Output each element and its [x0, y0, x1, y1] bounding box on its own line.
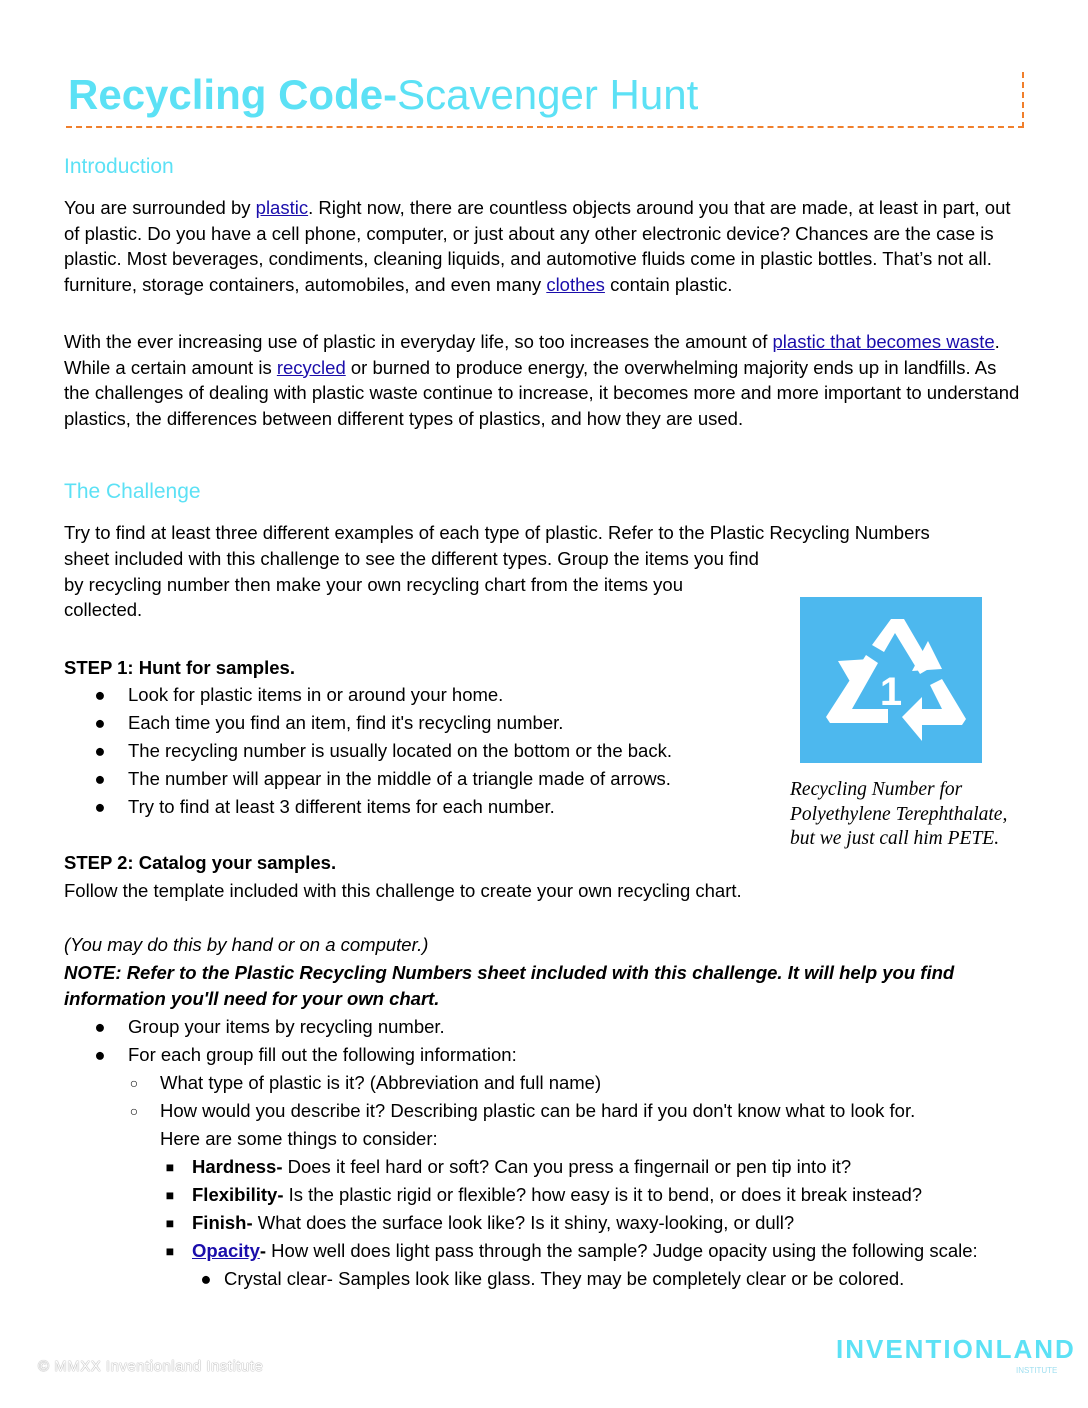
list-item [64, 1041, 1044, 1069]
brand-logo-subtitle: INSTITUTE [1016, 1366, 1058, 1375]
property-term: Hardness- [192, 1156, 283, 1177]
step2-hint: (You may do this by hand or on a computer.) [64, 934, 429, 955]
list-item-text: The number will appear in the middle of a triangle made of arrows. [128, 768, 671, 789]
bullet-icon: ● [94, 712, 106, 733]
property-item [64, 1209, 1044, 1237]
title-bold: Recycling Code- [68, 71, 398, 118]
property-item [64, 1153, 1044, 1181]
bullet-icon: ● [94, 768, 106, 789]
challenge-paragraph-line1: Try to find at least three different examples of each type of plastic. Refer to the Plastic Recycling Numbers [64, 522, 930, 543]
opacity-link[interactable]: Opacity [192, 1240, 260, 1261]
property-text: Does it feel hard or soft? Can you press a fingernail or pen tip into it? [282, 1156, 852, 1177]
step2-paragraph: Follow the template included with this challenge to create your own recycling chart. [64, 880, 742, 901]
square-bullet-icon: ■ [165, 1243, 175, 1259]
intro-p1-text: . Right now, there are countless objects around you that are made, at least in part, out of plastic. Do you have a cell phone, computer, or just about any other electronic device? Chances are the case is plastic. Most beverages, condiments, cleaning liquids, and automotive fluids come in plastic bottles. That’s not all. furniture, storage containers, automobiles, and even many [64, 197, 1011, 295]
property-text: Is the plastic rigid or flexible? how easy is it to bend, or does it break instead? [283, 1184, 923, 1205]
intro-heading: Introduction [64, 155, 174, 178]
step1-heading: STEP 1: Hunt for samples. [64, 657, 295, 678]
challenge-heading: The Challenge [64, 480, 201, 503]
figure-caption: Recycling Number for Polyethylene Terephthalate, but we just call him PETE. [790, 779, 1008, 849]
property-item [64, 1181, 1044, 1209]
plastic-link[interactable]: plastic [255, 197, 309, 218]
bullet-icon: ● [94, 684, 106, 705]
circle-bullet-icon: ○ [129, 1075, 139, 1091]
intro-paragraph-1 [64, 195, 1024, 297]
scale-item [64, 1265, 1044, 1293]
recycled-link[interactable]: recycled [276, 356, 346, 378]
intro-p2-text: . While a certain amount is [64, 331, 1000, 378]
bullet-icon: ● [94, 796, 106, 817]
sub-list-item [64, 1097, 1044, 1125]
list-item-text: Look for plastic items in or around your home. [128, 684, 504, 705]
step2-heading: STEP 2: Catalog your samples. [64, 852, 337, 873]
bullet-icon: ● [200, 1268, 212, 1289]
sub-list-item [64, 1069, 1044, 1097]
list-item-text: For each group fill out the following information: [128, 1044, 517, 1065]
list-item-text: Crystal clear- Samples look like glass. They may be completely clear or be colored. [224, 1268, 905, 1289]
intro-paragraph-2 [64, 329, 1024, 431]
plastic-waste-link[interactable]: plastic that becomes waste [772, 331, 995, 352]
copyright-footer: © MMXX Inventionland Institute [38, 1358, 264, 1375]
property-text: How well does light pass through the sample? Judge opacity using the following scale: [266, 1240, 978, 1261]
intro-p2-text: or burned to produce energy, the overwhelming majority ends up in landfills. As the challenges of dealing with plastic waste continue to increase, it becomes more and more important to understand plastics, the differences between different types of plastics, and how they are used. [64, 356, 1020, 429]
intro-p1-text: contain plastic. [604, 273, 733, 295]
step2-list [64, 1013, 1044, 1293]
step2-note: NOTE: Refer to the Plastic Recycling Numbers sheet included with this challenge. It will help you find information you'll need for your own chart. [64, 962, 955, 1009]
list-item-text: What type of plastic is it? (Abbreviation and full name) [160, 1072, 602, 1093]
title-divider [66, 126, 1024, 128]
square-bullet-icon: ■ [165, 1187, 175, 1203]
list-item-text: How would you describe it? Describing plastic can be hard if you don't know what to look for. [160, 1100, 916, 1121]
bullet-icon: ● [94, 740, 106, 761]
recycle-triangle-icon [800, 597, 982, 763]
page-title [68, 70, 698, 120]
bullet-icon: ● [94, 1016, 106, 1037]
title-regular: Scavenger Hunt [397, 71, 699, 118]
list-item-text: Each time you find an item, find it's recycling number. [128, 712, 564, 733]
recycle-code-figure [800, 597, 982, 763]
property-text: What does the surface look like? Is it shiny, waxy-looking, or dull? [252, 1212, 795, 1233]
list-item-text: Try to find at least 3 different items for each number. [128, 796, 555, 817]
property-item [64, 1237, 1044, 1265]
property-term: Finish- [192, 1212, 253, 1233]
circle-bullet-icon: ○ [129, 1103, 139, 1119]
square-bullet-icon: ■ [165, 1215, 175, 1231]
list-item-text: Group your items by recycling number. [128, 1016, 445, 1037]
title-divider-corner [1022, 72, 1024, 128]
list-item-text: The recycling number is usually located on the bottom or the back. [128, 740, 672, 761]
list-item [64, 1013, 1044, 1041]
recycle-number: 1 [879, 670, 903, 714]
intro-p2-text: With the ever increasing use of plastic in everyday life, so too increases the amount of [64, 331, 773, 352]
square-bullet-icon: ■ [165, 1159, 175, 1175]
clothes-link[interactable]: clothes [546, 273, 605, 295]
brand-logo: INVENTIONLAND [836, 1334, 1076, 1364]
property-term: Flexibility- [192, 1184, 284, 1205]
challenge-paragraph-rest: sheet included with this challenge to see the different types. Group the items you find by recycling number then make your own recycling chart from the items you collected. [64, 548, 759, 621]
sub-list-item-continuation: Here are some things to consider: [160, 1128, 438, 1149]
bullet-icon: ● [94, 1044, 106, 1065]
property-term: - [259, 1240, 267, 1261]
intro-p1-text: You are surrounded by [64, 197, 256, 218]
